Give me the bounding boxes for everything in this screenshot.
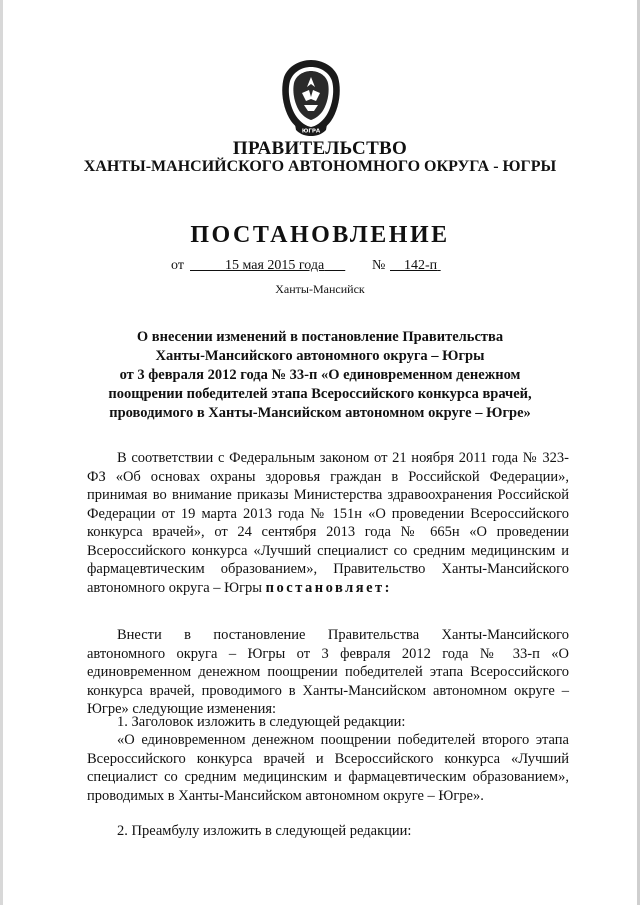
item-2-heading: 2. Преамбулу изложить в следующей редакции: <box>117 823 412 839</box>
number-value <box>390 258 441 274</box>
preamble-text: В соответствии с Федеральным законом от 21 ноября 2011 года № 323-ФЗ «Об основах охраны здоровья граждан в Российской Федерации», принимая во внимание приказы Министерства здравоохранения Российской Федерации от 19 марта 2013 года № 151н «О проведении Всероссийского конкурса врачей», от 24 сентября 2013 года № 665н «О проведении Всероссийского конкурса «Лучший специалист со средним медицинским и фармацевтическим образованием», Правительство Ханты-Мансийского автономного округа – Югры <box>87 450 569 596</box>
document-type: ПОСТАНОВЛЕНИЕ <box>190 222 450 248</box>
government-title: ПРАВИТЕЛЬСТВО <box>232 138 408 159</box>
item-1-text: «О единовременном денежном поощрении победителей второго этапа Всероссийского конкурса врачей и Всероссийского конкурса «Лучший специалист со средним медицинским и фармацевтическим образованием», проводимых в Ханты-Мансийском автономном округе – Югре». <box>87 732 569 804</box>
subject-line: проводимого в Ханты-Мансийском автономном округе – Югре» <box>109 405 531 421</box>
khanty-mansi-coat-of-arms-icon <box>276 57 346 137</box>
amendment-paragraph: Внести в постановление Правительства Ханты-Мансийского автономного округа – Югры от 3 февраля 2012 года № 33-п «О единовременном денежном поощрении победителей этапа Всероссийского конкурса врачей, проводимого в Ханты-Мансийском автономном округе – Югре» следующие изменения: <box>87 627 569 717</box>
date-value-text: 15 мая 2015 года <box>225 258 325 273</box>
item-1-heading: 1. Заголовок изложить в следующей редакции: <box>117 714 406 730</box>
resolves-word: постановляет: <box>265 579 392 596</box>
emblem-text: ЮГРА <box>301 128 321 135</box>
document-subject <box>90 328 550 423</box>
subject-line: Ханты-Мансийского автономного округа – Югры <box>155 348 485 364</box>
subject-line: поощрении победителей этапа Всероссийского конкурса врачей, <box>108 386 532 402</box>
date-prefix: от <box>171 258 184 273</box>
number-value-text: 142-п <box>404 258 438 273</box>
subject-line: О внесении изменений в постановление Правительства <box>136 329 504 345</box>
date-number-line <box>0 258 640 278</box>
scan-edge-left <box>0 0 3 905</box>
city: Ханты-Мансийск <box>275 282 365 296</box>
date-value <box>190 258 345 274</box>
subject-line: от 3 февраля 2012 года № 33-п «О единовременном денежном <box>119 367 521 383</box>
government-region: ХАНТЫ-МАНСИЙСКОГО АВТОНОМНОГО ОКРУГА - ЮГРЫ <box>83 158 557 175</box>
preamble-paragraph <box>87 449 569 597</box>
number-sign: № <box>372 258 386 273</box>
